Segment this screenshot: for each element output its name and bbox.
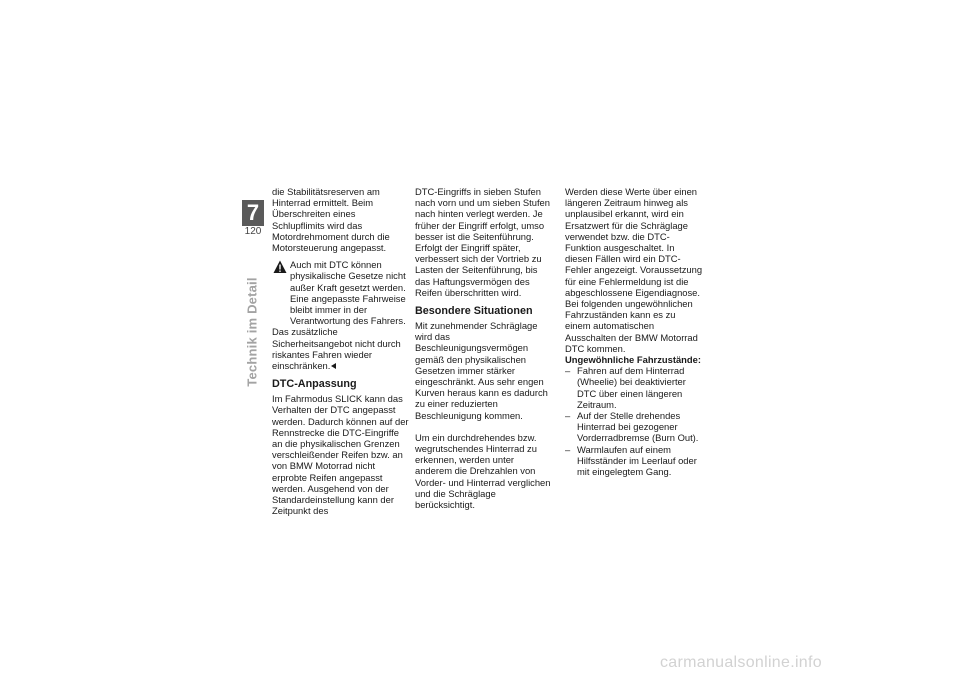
page-number: 120 bbox=[244, 226, 262, 237]
paragraph: Bei folgenden ungewöhnlichen Fahrzuständen kann es zu einem automatischen Ausschalten der BMW Motorrad DTC kommen. bbox=[565, 298, 698, 354]
end-marker-icon bbox=[331, 363, 336, 369]
column-1 bbox=[272, 186, 410, 516]
paragraph: Mit zunehmender Schräglage wird das Beschleunigungsvermögen gemäß den physikalischen Gesetzen immer stärker eingeschränkt. Aus sehr engen Kurven heraus kann es dadurch zu einer reduzierten Beschleunigung kommen. bbox=[415, 320, 548, 421]
chapter-title-vertical bbox=[244, 278, 260, 386]
column-2 bbox=[415, 186, 553, 510]
watermark: carmanualsonline.info bbox=[660, 654, 822, 671]
paragraph: Das zusätzliche Sicherheitsangebot nicht durch riskantes Fahren wieder einschränken. bbox=[272, 326, 401, 372]
paragraph: DTC-Eingriffs in sieben Stufen nach vorn und um sieben Stufen nach hinten verlegt werden. Je früher der Eingriff erfolgt, umso besser ist die Seitenführung. Erfolgt der Eingriff später, verbessert sich der Vortrieb zu Lasten der Seitenführung, bis das Haftungsvermögen des Reifen überschritten wird. bbox=[415, 186, 550, 298]
section-heading: DTC-Anpassung bbox=[272, 378, 357, 391]
section-heading: Besondere Situationen bbox=[415, 305, 533, 318]
column-3 bbox=[565, 186, 703, 477]
warning-triangle-icon bbox=[273, 260, 287, 274]
list-item: – Warmlaufen auf einem Hilfsständer im Leerlauf oder mit eingelegtem Gang. bbox=[565, 444, 703, 478]
paragraph: Im Fahrmodus SLICK kann das Verhalten der DTC angepasst werden. Dadurch können auf der Rennstrecke die DTC-Eingriffe an die physikalischen Grenzen verschleißender Reifen bzw. an von BMW Motorrad nicht erprobte Reifen angepasst werden. Ausgehend von der Standardeinstellung kann der Zeitpunkt des bbox=[272, 393, 409, 517]
paragraph: Werden diese Werte über einen längeren Zeitraum hinweg als unplausibel erkannt, wird ein Ersatzwert für die Schräglage verwendet bzw. die DTC-Funktion ausgeschaltet. In diesen Fällen wird ein DTC-Fehler angezeigt. Voraussetzung für eine Fehlermeldung ist die abgeschlossene Eigendiagnose. bbox=[565, 186, 703, 298]
chapter-title: Technik im Detail bbox=[244, 277, 260, 387]
list-item: – Auf der Stelle drehendes Hinterrad bei gezogener Vorderradbremse (Burn Out). bbox=[565, 410, 703, 444]
warning-text: Auch mit DTC können physikalische Gesetze nicht außer Kraft gesetzt werden. Eine angepasste Fahrweise bleibt immer in der Verantwortung des Fahrers. bbox=[290, 259, 406, 327]
chapter-number: 7 bbox=[242, 200, 264, 226]
warning-block bbox=[272, 259, 410, 326]
paragraph: Um ein durchdrehendes bzw. wegrutschendes Hinterrad zu erkennen, werden unter anderem die Drehzahlen von Vorder- und Hinterrad verglichen und die Schräglage berücksichtigt. bbox=[415, 431, 551, 511]
paragraph: die Stabilitätsreserven am Hinterrad ermittelt. Beim Überschreiten eines Schlupflimits wird das Motordrehmoment durch die Motorsteuerung angepasst. bbox=[272, 186, 390, 254]
subheading: Ungewöhnliche Fahrzustände: bbox=[565, 354, 701, 366]
list-item: – Fahren auf dem Hinterrad (Wheelie) bei deaktivierter DTC über einen längeren Zeitraum. bbox=[565, 365, 703, 410]
